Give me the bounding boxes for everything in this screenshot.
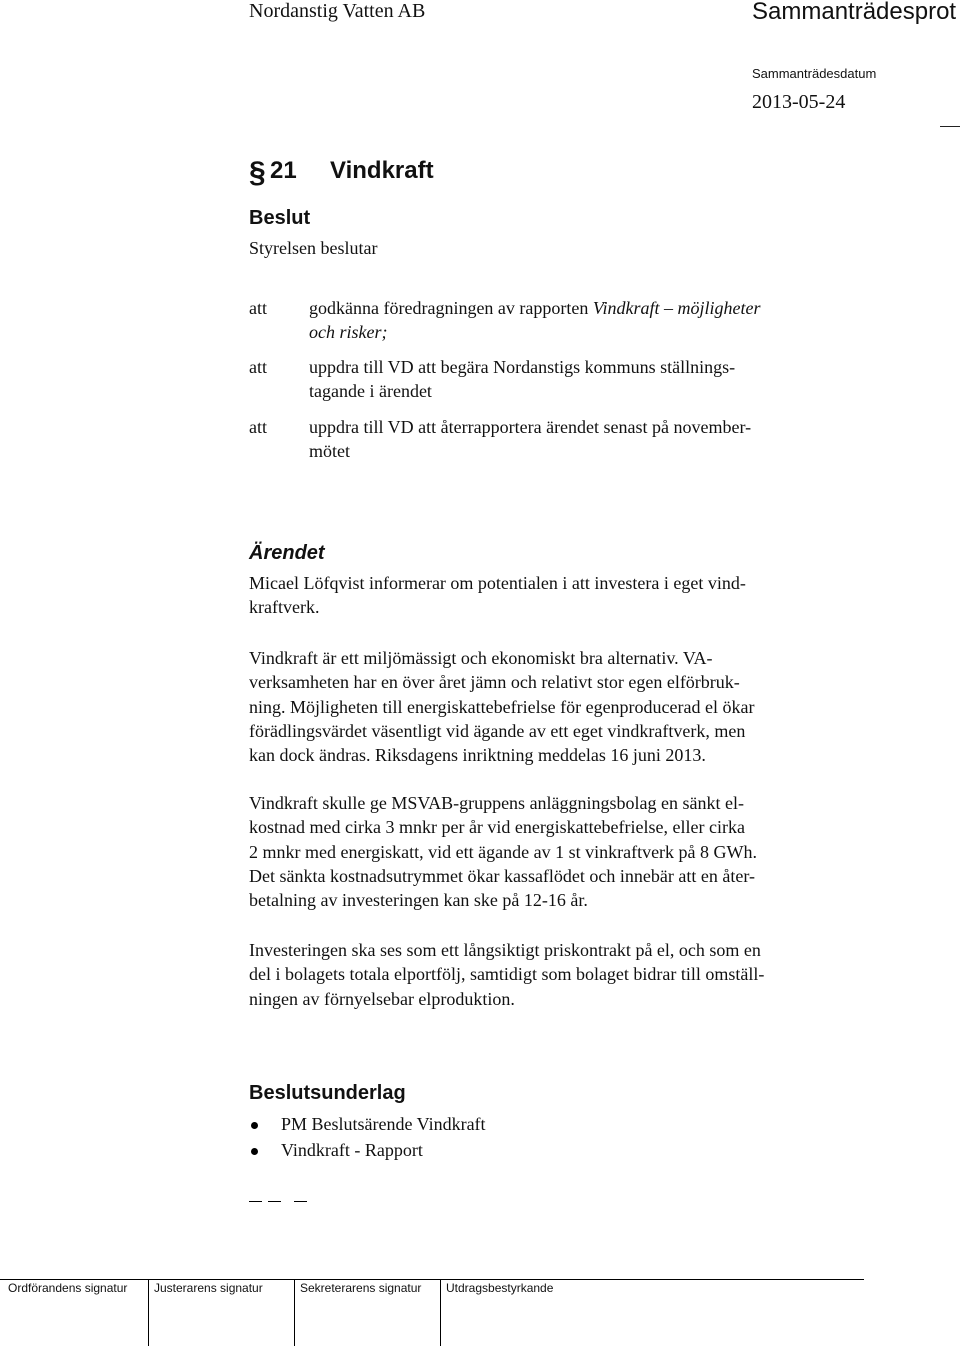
dash-segment	[249, 1201, 262, 1202]
matter-line: förädlingsvärdet väsentligt vid ägande av ett eget vindkraftverk, men	[249, 721, 746, 741]
decision-item-line	[309, 417, 751, 438]
matter-line: Micael Löfqvist informerar om potentialen i att investera i eget vind-	[249, 573, 746, 593]
matter-line: kan dock ändras. Riksdagens inriktning meddelas 16 juni 2013.	[249, 745, 706, 765]
matter-line: Investeringen ska ses som ett långsiktigt priskontrakt på el, och som en	[249, 940, 761, 960]
matter-line: ning. Möjligheten till energiskattebefrielse för egenproducerad el ökar	[249, 697, 755, 717]
signature-box-label: Utdragsbestyrkande	[446, 1281, 554, 1295]
decision-heading: Beslut	[249, 207, 311, 229]
signature-divider	[440, 1279, 441, 1346]
matter-line: ningen av förnyelsebar elproduktion.	[249, 989, 515, 1009]
decision-item-text: uppdra till VD att återrapportera ärendet senast på november-	[309, 417, 752, 437]
matter-line: verksamheten har en över året jämn och relativt stor egen elförbruk-	[249, 672, 740, 692]
bullet-icon	[251, 1122, 258, 1129]
signature-divider	[294, 1279, 295, 1346]
organization-name: Nordanstig Vatten AB	[249, 0, 426, 22]
decision-item-text: tagande i ärendet	[309, 381, 432, 401]
bullet-icon	[251, 1148, 258, 1155]
basis-item: PM Beslutsärende Vindkraft	[281, 1114, 486, 1134]
signature-top-rule	[0, 1279, 864, 1280]
decision-item-line	[309, 357, 735, 378]
att-label: att	[249, 298, 267, 318]
basis-item: Vindkraft - Rapport	[281, 1140, 423, 1160]
basis-heading: Beslutsunderlag	[249, 1082, 406, 1104]
document-title: Sammanträdesprot	[752, 0, 957, 25]
matter-line: Vindkraft är ett miljömässigt och ekonomiskt bra alternativ. VA-	[249, 648, 713, 668]
matter-heading: Ärendet	[249, 542, 325, 564]
matter-line: 2 mnkr med energiskatt, vid ett ägande av 1 st vinkraftverk på 8 GWh.	[249, 842, 758, 862]
decision-item-line	[309, 381, 432, 402]
decision-item-line	[309, 298, 761, 319]
matter-line: betalning av investeringen kan ske på 12-16 år.	[249, 890, 588, 910]
decision-item-text: godkänna föredragningen av rapporten	[309, 298, 593, 318]
matter-line: Vindkraft skulle ge MSVAB-gruppens anläggningsbolag en sänkt el-	[249, 793, 745, 813]
paragraph-sign: §	[249, 156, 266, 189]
decision-item-text: mötet	[309, 441, 350, 461]
meeting-date: 2013-05-24	[752, 91, 846, 113]
decision-item-line	[309, 441, 350, 462]
signature-box-label: Justerarens signatur	[154, 1281, 263, 1295]
att-label: att	[249, 357, 267, 377]
dash-segment	[294, 1201, 307, 1202]
decision-intro: Styrelsen beslutar	[249, 238, 378, 258]
signature-box-label: Sekreterarens signatur	[300, 1281, 422, 1295]
matter-line: del i bolagets totala elportfölj, samtidigt som bolaget bidrar till omställ-	[249, 964, 765, 984]
matter-line: kraftverk.	[249, 597, 320, 617]
meeting-date-label: Sammanträdesdatum	[752, 66, 877, 81]
decision-item-text: och risker;	[309, 322, 388, 342]
matter-line: Det sänkta kostnadsutrymmet ökar kassaflödet och innebär att en åter-	[249, 866, 755, 886]
decision-item-text: Vindkraft – möjligheter	[592, 298, 761, 318]
header-rule	[940, 126, 960, 127]
signature-box-label: Ordförandens signatur	[8, 1281, 128, 1295]
signature-divider	[148, 1279, 149, 1346]
att-label: att	[249, 417, 267, 437]
section-number: 21	[270, 157, 297, 184]
dash-segment	[268, 1201, 281, 1202]
decision-item-text: uppdra till VD att begära Nordanstigs kommuns ställnings-	[309, 357, 736, 377]
section-title: Vindkraft	[330, 157, 434, 184]
matter-line: kostnad med cirka 3 mnkr per år vid energiskattebefrielse, eller cirka	[249, 817, 745, 837]
decision-item-line	[309, 322, 387, 343]
